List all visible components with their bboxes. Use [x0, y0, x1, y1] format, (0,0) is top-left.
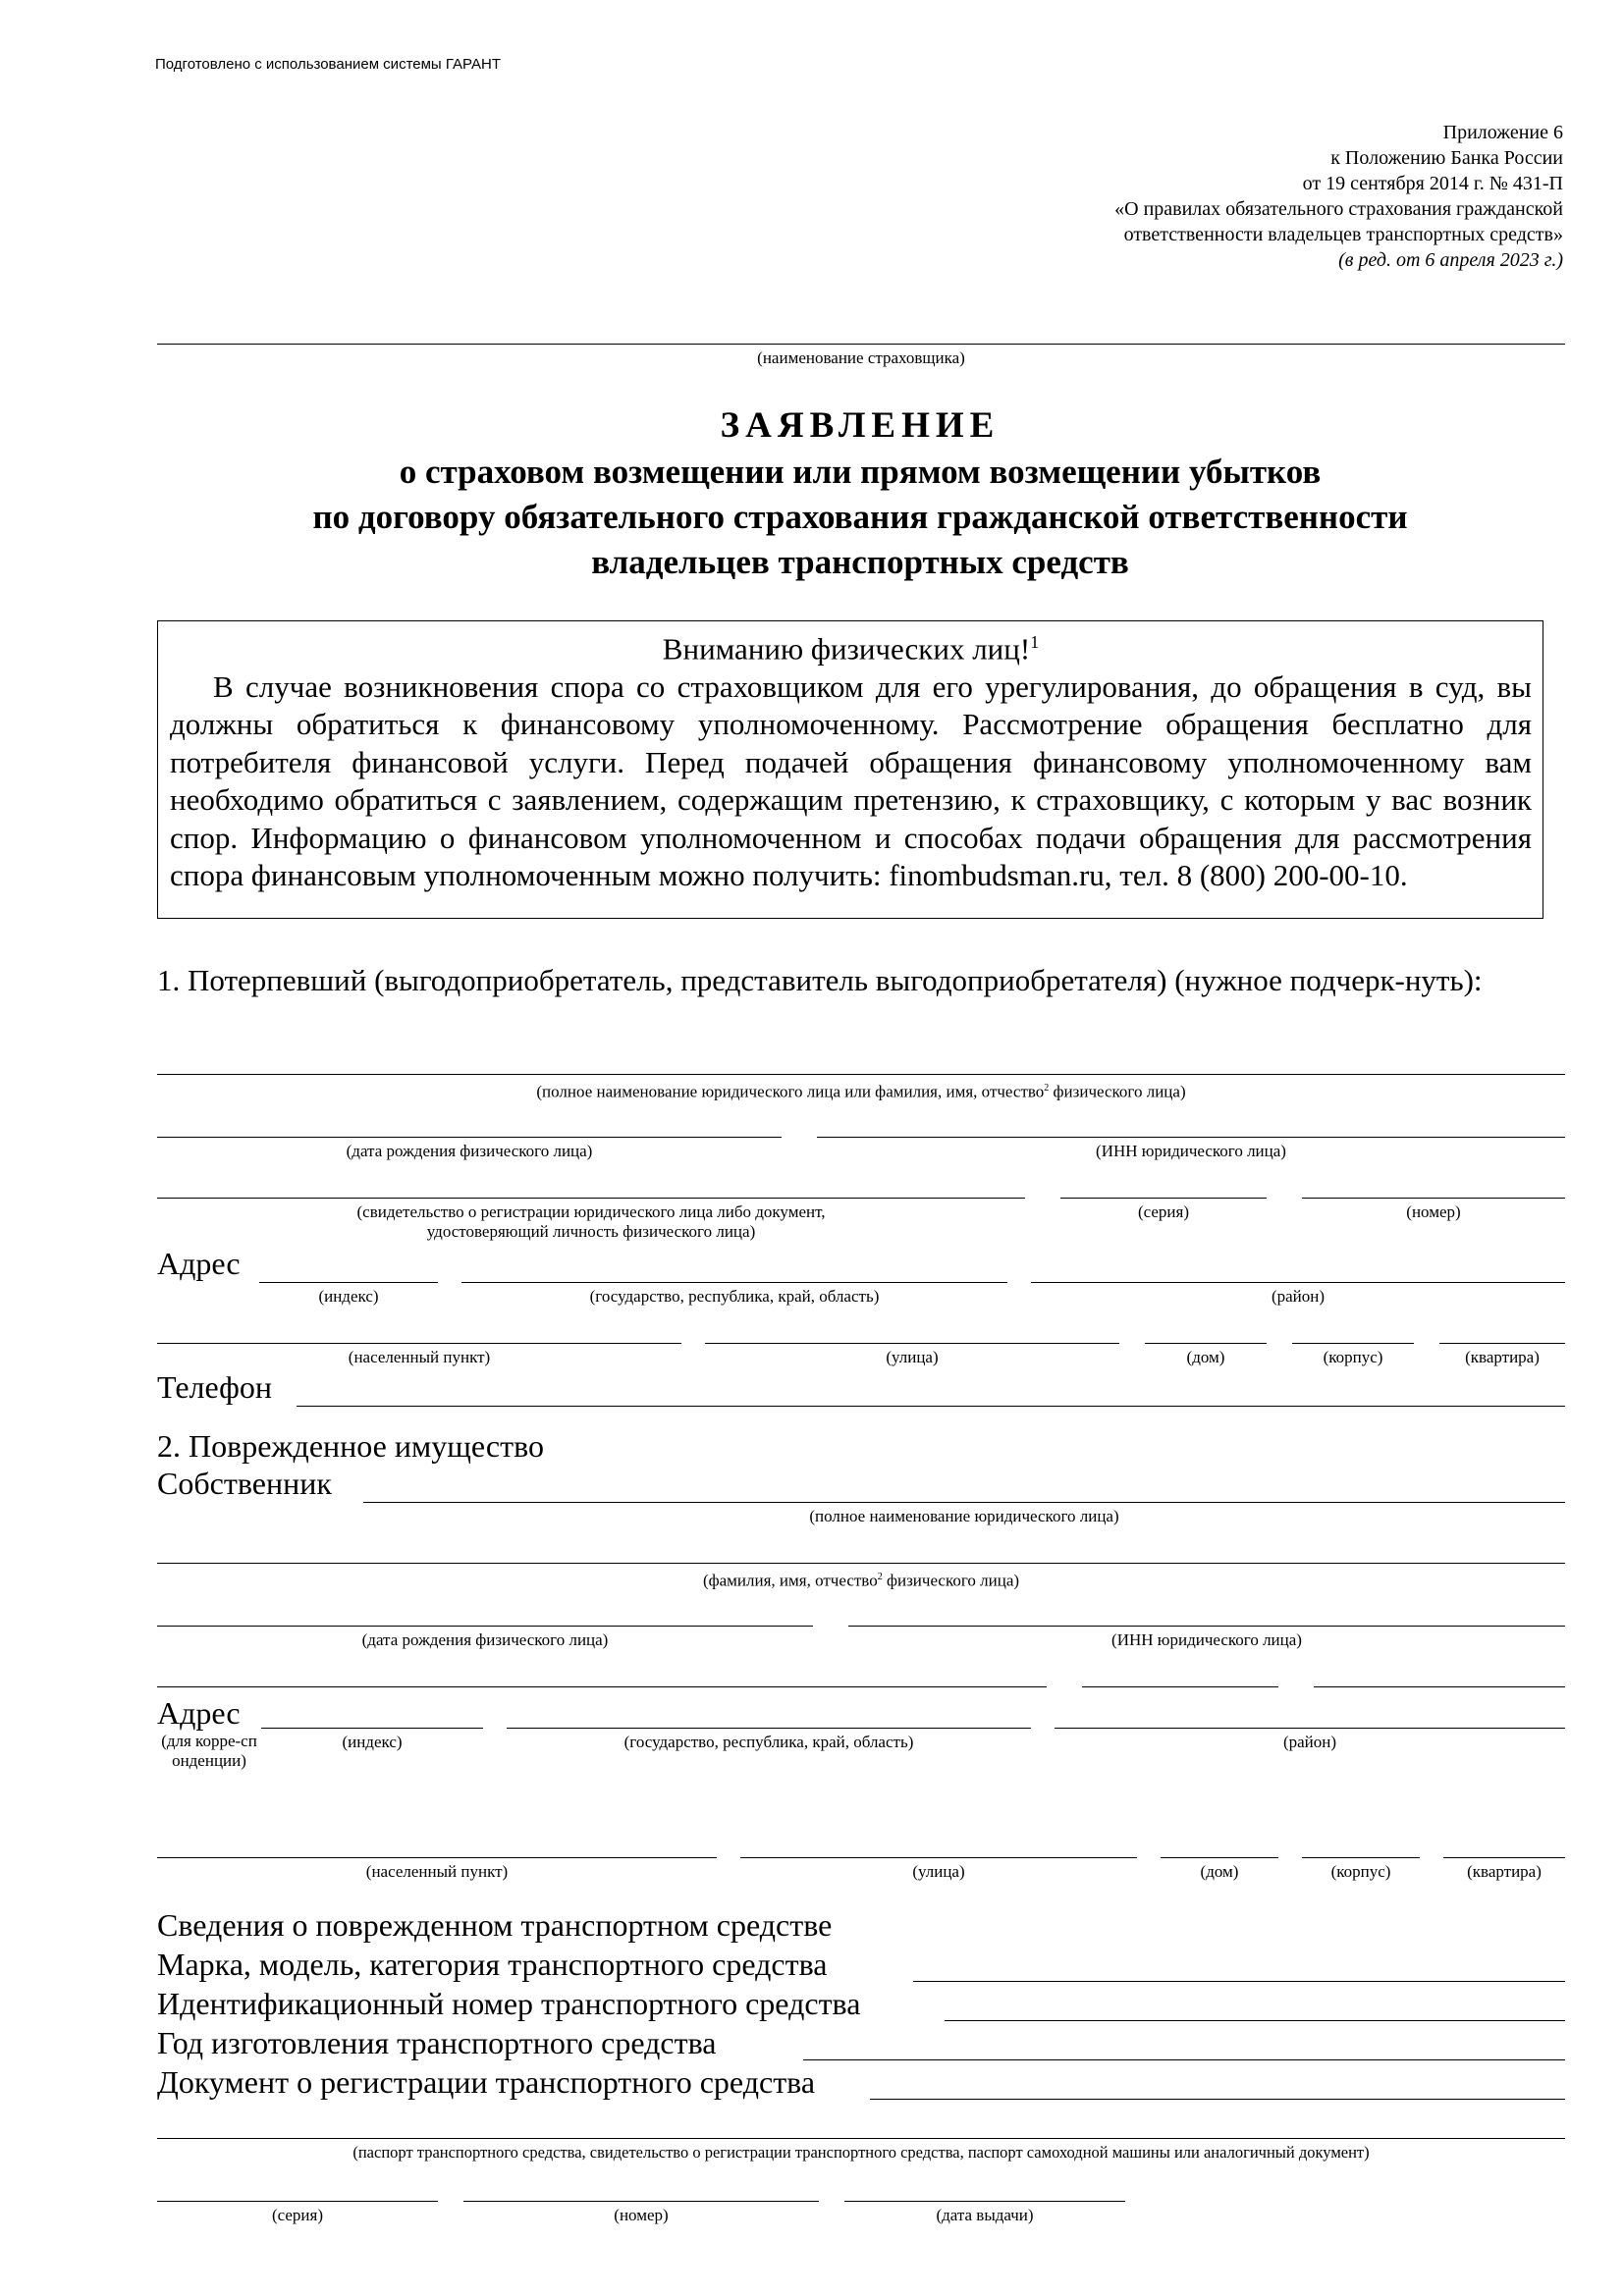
owner-legal-name-field[interactable] [363, 1502, 1565, 1503]
owner-doc-number-field[interactable] [1314, 1686, 1565, 1687]
owner-state-field[interactable] [507, 1728, 1031, 1729]
caption-text: физического лица) [882, 1571, 1020, 1590]
owner-inn-field[interactable] [848, 1626, 1565, 1627]
district-caption: (район) [1271, 1287, 1326, 1306]
title-line: владельцев транспортных средств [591, 543, 1129, 581]
vehicle-doc-number-field[interactable] [463, 2201, 819, 2202]
notice-heading-text: Вниманию физических лиц! [662, 631, 1031, 667]
victim-street-field[interactable] [705, 1343, 1119, 1344]
victim-fullname-field[interactable] [157, 1074, 1565, 1075]
vehicle-doc-date-field[interactable] [844, 2201, 1125, 2202]
birthdate-caption: (дата рождения физического лица) [361, 1630, 609, 1649]
inn-caption: (ИНН юридического лица) [1111, 1630, 1302, 1649]
notice-text: В случае возникновения спора со страховщиком для его урегулирования, до обращения в суд, вы должны обратиться к финансовому уполномоченному. Рассмотрение обращения бесплатно для потребителя финансовой услуги. Перед подачей обращения финансовому уполномоченному вам необходимо обратиться с заявлением, содержащим претензию, к страховщику, с которым у вас возник спор. Информацию о финансовом уполномоченном и способах подачи обращения для рассмотрения спора финансовым уполномоченным можно получить: finombudsman.ru, тел. 8 (800) 200-00-10. [170, 668, 1532, 893]
owner-street-field[interactable] [740, 1857, 1137, 1858]
vehicle-make-field[interactable] [913, 1981, 1565, 1982]
house-caption: (дом) [1200, 1862, 1239, 1881]
section1-heading: 1. Потерпевший (выгодоприобретатель, представитель выгодоприобретателя) (нужное подчерк-нуть): [157, 963, 1483, 997]
victim-fullname-caption [157, 1079, 1565, 1102]
owner-index-field[interactable] [261, 1728, 483, 1729]
inn-caption: (ИНН юридического лица) [1096, 1142, 1286, 1160]
owner-district-field[interactable] [1055, 1728, 1565, 1729]
footnote-ref: 1 [1030, 632, 1040, 652]
title-line: о страховом возмещении или прямом возмещении убытков [399, 453, 1322, 491]
victim-state-field[interactable] [461, 1282, 1007, 1283]
victim-document-field[interactable] [157, 1198, 1025, 1199]
victim-inn-field[interactable] [817, 1137, 1565, 1138]
revision-note: (в ред. от 6 апреля 2023 г.) [1338, 249, 1563, 271]
vehicle-vin-label: Идентификационный номер транспортного средства [157, 1986, 861, 2021]
vehicle-doc-label: Документ о регистрации транспортного средства [157, 2064, 816, 2100]
state-caption: (государство, республика, край, область) [623, 1733, 914, 1751]
victim-district-field[interactable] [1031, 1282, 1565, 1283]
street-caption: (улица) [886, 1348, 939, 1366]
locality-caption: (населенный пункт) [348, 1348, 491, 1366]
series-caption: (серия) [1137, 1202, 1190, 1221]
legal-name-caption: (полное наименование юридического лица) [809, 1507, 1119, 1525]
owner-person-name-field[interactable] [157, 1563, 1565, 1564]
owner-document-field[interactable] [157, 1686, 1047, 1687]
vehicle-year-label: Год изготовления транспортного средства [157, 2025, 717, 2060]
number-caption: (номер) [1406, 1202, 1461, 1221]
appendix-line: «О правилах обязательного страхования гражданской [1114, 198, 1563, 220]
appendix-line: ответственности владельцев транспортных средств» [1123, 224, 1563, 245]
apartment-caption: (квартира) [1467, 1862, 1542, 1881]
garant-header: Подготовлено с использованием системы ГАРАНТ [155, 56, 501, 73]
vehicle-doc-field[interactable] [870, 2099, 1565, 2100]
caption-text: (фамилия, имя, отчество [702, 1571, 878, 1590]
section2-heading: 2. Поврежденное имущество [157, 1428, 544, 1464]
building-caption: (корпус) [1323, 1348, 1383, 1366]
insurer-name-field[interactable] [157, 344, 1565, 345]
series-caption: (серия) [271, 2206, 324, 2224]
vehicle-doc-caption: (паспорт транспортного средства, свидетельство о регистрации транспортного средства, паспорт самоходной машины или аналогичный документ) [352, 2143, 1370, 2162]
issue-date-caption: (дата выдачи) [936, 2206, 1034, 2224]
caption-text: физического лица) [1049, 1082, 1186, 1101]
vehicle-heading: Сведения о поврежденном транспортном средстве [157, 1907, 833, 1943]
vehicle-doc-series-field[interactable] [157, 2201, 438, 2202]
owner-locality-field[interactable] [157, 1857, 717, 1858]
notice-box [157, 620, 1543, 919]
vehicle-year-field[interactable] [803, 2059, 1565, 2060]
building-caption: (корпус) [1330, 1862, 1391, 1881]
document-title [155, 402, 1565, 585]
owner-doc-series-field[interactable] [1082, 1686, 1278, 1687]
victim-building-field[interactable] [1292, 1343, 1414, 1344]
district-caption: (район) [1282, 1733, 1337, 1751]
caption-line: (свидетельство о регистрации юридического лица либо документ, [356, 1202, 826, 1221]
owner-birthdate-field[interactable] [157, 1626, 813, 1627]
caption-line: удостоверяющий личность физического лица) [426, 1222, 756, 1241]
birthdate-caption: (дата рождения физического лица) [346, 1142, 593, 1160]
appendix-reference [876, 120, 1563, 273]
state-caption: (государство, республика, край, область) [589, 1287, 880, 1306]
victim-locality-field[interactable] [157, 1343, 681, 1344]
street-caption: (улица) [912, 1862, 965, 1881]
person-name-caption [157, 1568, 1565, 1591]
victim-index-field[interactable] [259, 1282, 438, 1283]
victim-apartment-field[interactable] [1439, 1343, 1565, 1344]
phone-label: Телефон [157, 1369, 272, 1405]
vehicle-vin-field[interactable] [945, 2020, 1565, 2021]
caption-text: (полное наименование юридического лица или фамилия, имя, отчество [536, 1082, 1045, 1101]
victim-phone-field[interactable] [297, 1406, 1565, 1407]
address-label: Адрес [157, 1246, 241, 1281]
correspondence-note: (для корре-спонденции) [161, 1732, 257, 1770]
apartment-caption: (квартира) [1465, 1348, 1540, 1366]
appendix-line: Приложение 6 [1442, 122, 1563, 143]
index-caption: (индекс) [342, 1733, 403, 1751]
insurer-caption: (наименование страховщика) [757, 348, 965, 367]
owner-label: Собственник [157, 1466, 332, 1501]
address-label: Адрес [157, 1695, 241, 1731]
victim-birthdate-field[interactable] [157, 1137, 782, 1138]
vehicle-doc-type-field[interactable] [157, 2138, 1565, 2139]
index-caption: (индекс) [318, 1287, 379, 1306]
owner-building-field[interactable] [1302, 1857, 1420, 1858]
title-main: ЗАЯВЛЕНИЕ [720, 405, 1001, 446]
document-caption [157, 1202, 1025, 1242]
notice-heading [170, 623, 1532, 668]
house-caption: (дом) [1186, 1348, 1225, 1366]
victim-doc-series-field[interactable] [1060, 1198, 1267, 1199]
victim-doc-number-field[interactable] [1302, 1198, 1565, 1199]
owner-house-field[interactable] [1161, 1857, 1278, 1858]
owner-apartment-field[interactable] [1443, 1857, 1565, 1858]
appendix-line: от 19 сентября 2014 г. № 431-П [1302, 173, 1563, 194]
vehicle-make-label: Марка, модель, категория транспортного средства [157, 1947, 828, 1982]
footnote-ref: 2 [1044, 1083, 1050, 1094]
victim-house-field[interactable] [1145, 1343, 1267, 1344]
appendix-line: к Положению Банка России [1330, 147, 1563, 169]
number-caption: (номер) [614, 2206, 669, 2224]
title-line: по договору обязательного страхования гражданской ответственности [312, 498, 1408, 536]
footnote-ref: 2 [877, 1572, 883, 1582]
locality-caption: (населенный пункт) [365, 1862, 509, 1881]
